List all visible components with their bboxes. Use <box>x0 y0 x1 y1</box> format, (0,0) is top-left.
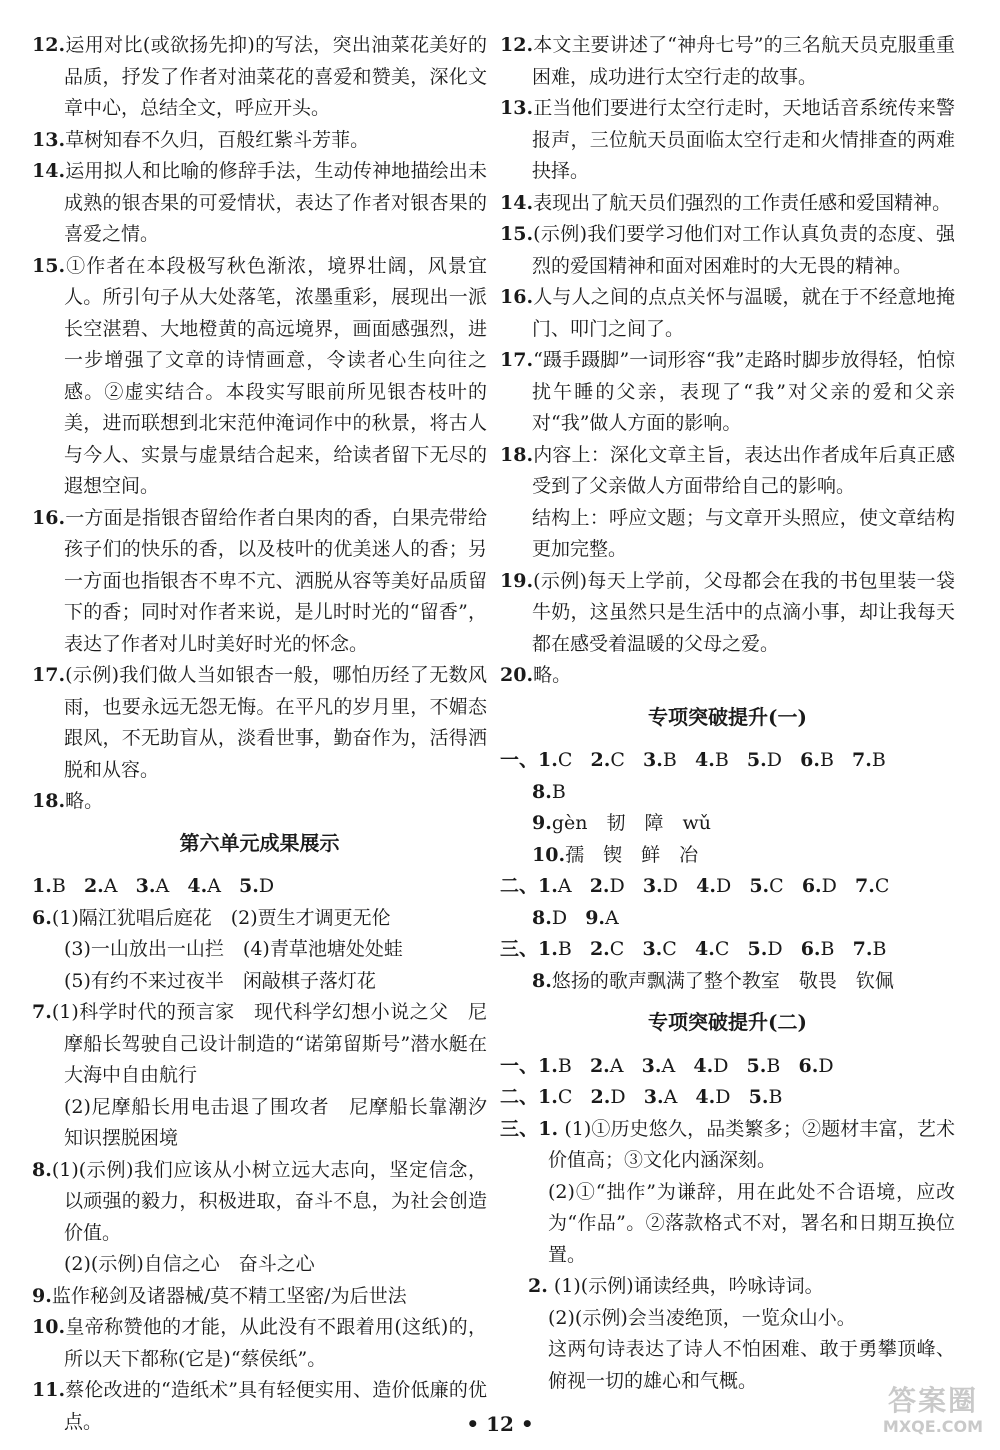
answer-item: 14.表现出了航天员们强烈的工作责任感和爱国精神。 <box>500 191 952 214</box>
answer-item: 6.(1)隔江犹唱后庭花 (2)贾生才调更无伦 <box>32 906 391 929</box>
answer-continuation: (2)尼摩船长用电击退了围攻者 尼摩船长靠潮汐知识摆脱困境 <box>64 1095 487 1149</box>
page-number: • 12 • <box>466 1412 534 1436</box>
answer-item: 17.(示例)我们做人当如银杏一般，哪怕历经了无数风雨，也要永远无怨无悔。在平凡的岁月里，不媚态跟风，不无助盲从，淡看世事，勤奋作为，活得洒脱和从容。 <box>32 664 487 781</box>
answer-continuation: (5)有约不来过夜半 闲敲棋子落灯花 <box>64 969 376 992</box>
choice-row: 一、1.C 2.C 3.B 4.B 5.D 6.B 7.B <box>500 749 886 771</box>
answer-item: 11.蔡伦改进的“造纸术”具有轻便实用、造价低廉的优点。 <box>32 1379 487 1433</box>
watermark-logo <box>878 1385 988 1443</box>
answer-continuation: (2)①“拙作”为谦辞，用在此处不合语境，应改为“作品”。②落款格式不对，署名和日期互换位置。 <box>548 1180 955 1266</box>
section-title: 第六单元成果展示 <box>179 830 340 855</box>
answer-item: 18.内容上：深化文章主旨，表达出作者成年后真正感受到了父亲做人方面带给自己的影响。 <box>500 443 955 497</box>
choice-row: 8.D 9.A <box>532 906 619 929</box>
answer-item: 14.运用拟人和比喻的修辞手法，生动传神地描绘出未成熟的银杏果的可爱情状，表达了作者对银杏果的喜爱之情。 <box>32 160 487 245</box>
answer-row: 9.gèn 韧 障 wǔ <box>532 812 711 834</box>
answer-item: 2. (1)(示例)诵读经典，吟咏诗词。 <box>528 1275 824 1297</box>
choice-row: 8.B <box>532 780 566 803</box>
answer-item: 13.草树知春不久归，百般红紫斗芳菲。 <box>32 128 370 151</box>
answer-item: 19.(示例)每天上学前，父母都会在我的书包里装一袋牛奶，这虽然只是生活中的点滴小事，却让我每天都在感受着温暖的父母之爱。 <box>500 569 955 655</box>
answer-item: 17.“蹑手蹑脚”一词形容“我”走路时脚步放得轻，怕惊扰午睡的父亲，表现了“我”对父亲的爱和父亲对“我”做人方面的影响。 <box>500 349 955 434</box>
section-title: 专项突破提升(二) <box>648 1010 807 1034</box>
answer-item: 15.①作者在本段极写秋色渐浓，境界壮阔，风景宜人。所引句子从大处落笔，浓墨重彩，展现出一派长空湛碧、大地橙黄的高远境界，画面感强烈，进一步增强了文章的诗情画意，令读者心生向往之感。②虚实结合。本段实写眼前所见银杏枝叶的美，进而联想到北宋范仲淹词作中的秋景，将古人与今人、实景与虚景结合起来，给读者留下无尽的遐想空间。 <box>32 254 487 497</box>
choice-row: 二、1.A 2.D 3.D 4.D 5.C 6.D 7.C <box>500 875 890 897</box>
answer-item: 16.一方面是指银杏留给作者白果肉的香，白果壳带给孩子们的快乐的香，以及枝叶的优美迷人的香；另一方面也指银杏不卑不亢、洒脱从容等美好品质留下的香；同时对作者来说，是儿时时光的“留香”，表达了作者对儿时美好时光的怀念。 <box>32 506 487 655</box>
choice-row: 1.B 2.A 3.A 4.A 5.D <box>32 875 275 897</box>
answer-continuation: (3)一山放出一山拦 (4)青草池塘处处蛙 <box>64 938 403 960</box>
answer-row: 8.悠扬的歌声飘满了整个教室 敬畏 钦佩 <box>532 969 894 992</box>
right-column <box>500 30 955 1397</box>
answer-continuation: (2)(示例)会当凌绝顶，一览众山小。 <box>548 1306 856 1329</box>
answer-item: 15.(示例)我们要学习他们对工作认真负责的态度、强烈的爱国精神和面对困难时的大无畏的精神。 <box>500 223 955 277</box>
left-column <box>32 30 487 1438</box>
answer-item: 12.本文主要讲述了“神舟七号”的三名航天员克服重重困难，成功进行太空行走的故事。 <box>500 34 955 88</box>
answer-item: 18.略。 <box>32 790 104 812</box>
answer-item: 20.略。 <box>500 664 572 686</box>
watermark-text: 答案圈 <box>887 1384 978 1417</box>
answer-item: 9.监作秘剑及诸器械/莫不精工坚密/为后世法 <box>32 1284 407 1307</box>
choice-row: 二、1.C 2.D 3.A 4.D 5.B <box>500 1086 783 1108</box>
answer-continuation: 这两句诗表达了诗人不怕困难、敢于勇攀顶峰、俯视一切的雄心和气概。 <box>548 1338 955 1392</box>
section-title: 专项突破提升(一) <box>648 704 807 729</box>
answer-continuation: (2)(示例)自信之心 奋斗之心 <box>64 1253 315 1275</box>
answer-item: 12.运用对比(或欲扬先抑)的写法，突出油菜花美好的品质，抒发了作者对油菜花的喜爱和赞美，深化文章中心，总结全文，呼应开头。 <box>32 34 487 119</box>
answer-item: 7.(1)科学时代的预言家 现代科学幻想小说之父 尼摩船长驾驶自己设计制造的“诺第留斯号”潜水艇在大海中自由航行 <box>32 1001 487 1086</box>
answer-item: 16.人与人之间的点点关怀与温暖，就在于不经意地掩门、叩门之间了。 <box>500 286 955 340</box>
answer-item: 三、1. (1)①历史悠久，品类繁多；②题材丰富，艺术价值高；③文化内涵深刻。 <box>500 1117 955 1171</box>
answer-row: 10.孺 锲 鲜 冶 <box>532 843 699 866</box>
choice-row: 一、1.B 2.A 3.A 4.D 5.B 6.D <box>500 1054 834 1077</box>
answer-item: 13.正当他们要进行太空行走时，天地话音系统传来警报声，三位航天员面临太空行走和火情排查的两难抉择。 <box>500 97 955 182</box>
answer-continuation: 结构上：呼应文题；与文章开头照应，使文章结构更加完整。 <box>532 506 955 560</box>
answer-item: 8.(1)(示例)我们应该从小树立远大志向，坚定信念，以顽强的毅力，积极进取，奋斗不息，为社会创造价值。 <box>32 1158 487 1244</box>
choice-row: 三、1.B 2.C 3.C 4.C 5.D 6.B 7.B <box>500 938 887 960</box>
answer-item: 10.皇帝称赞他的才能，从此没有不跟着用(这纸)的，所以天下都称(它是)“蔡侯纸”。 <box>32 1316 487 1370</box>
watermark-url: MXQE.COM <box>882 1417 984 1436</box>
